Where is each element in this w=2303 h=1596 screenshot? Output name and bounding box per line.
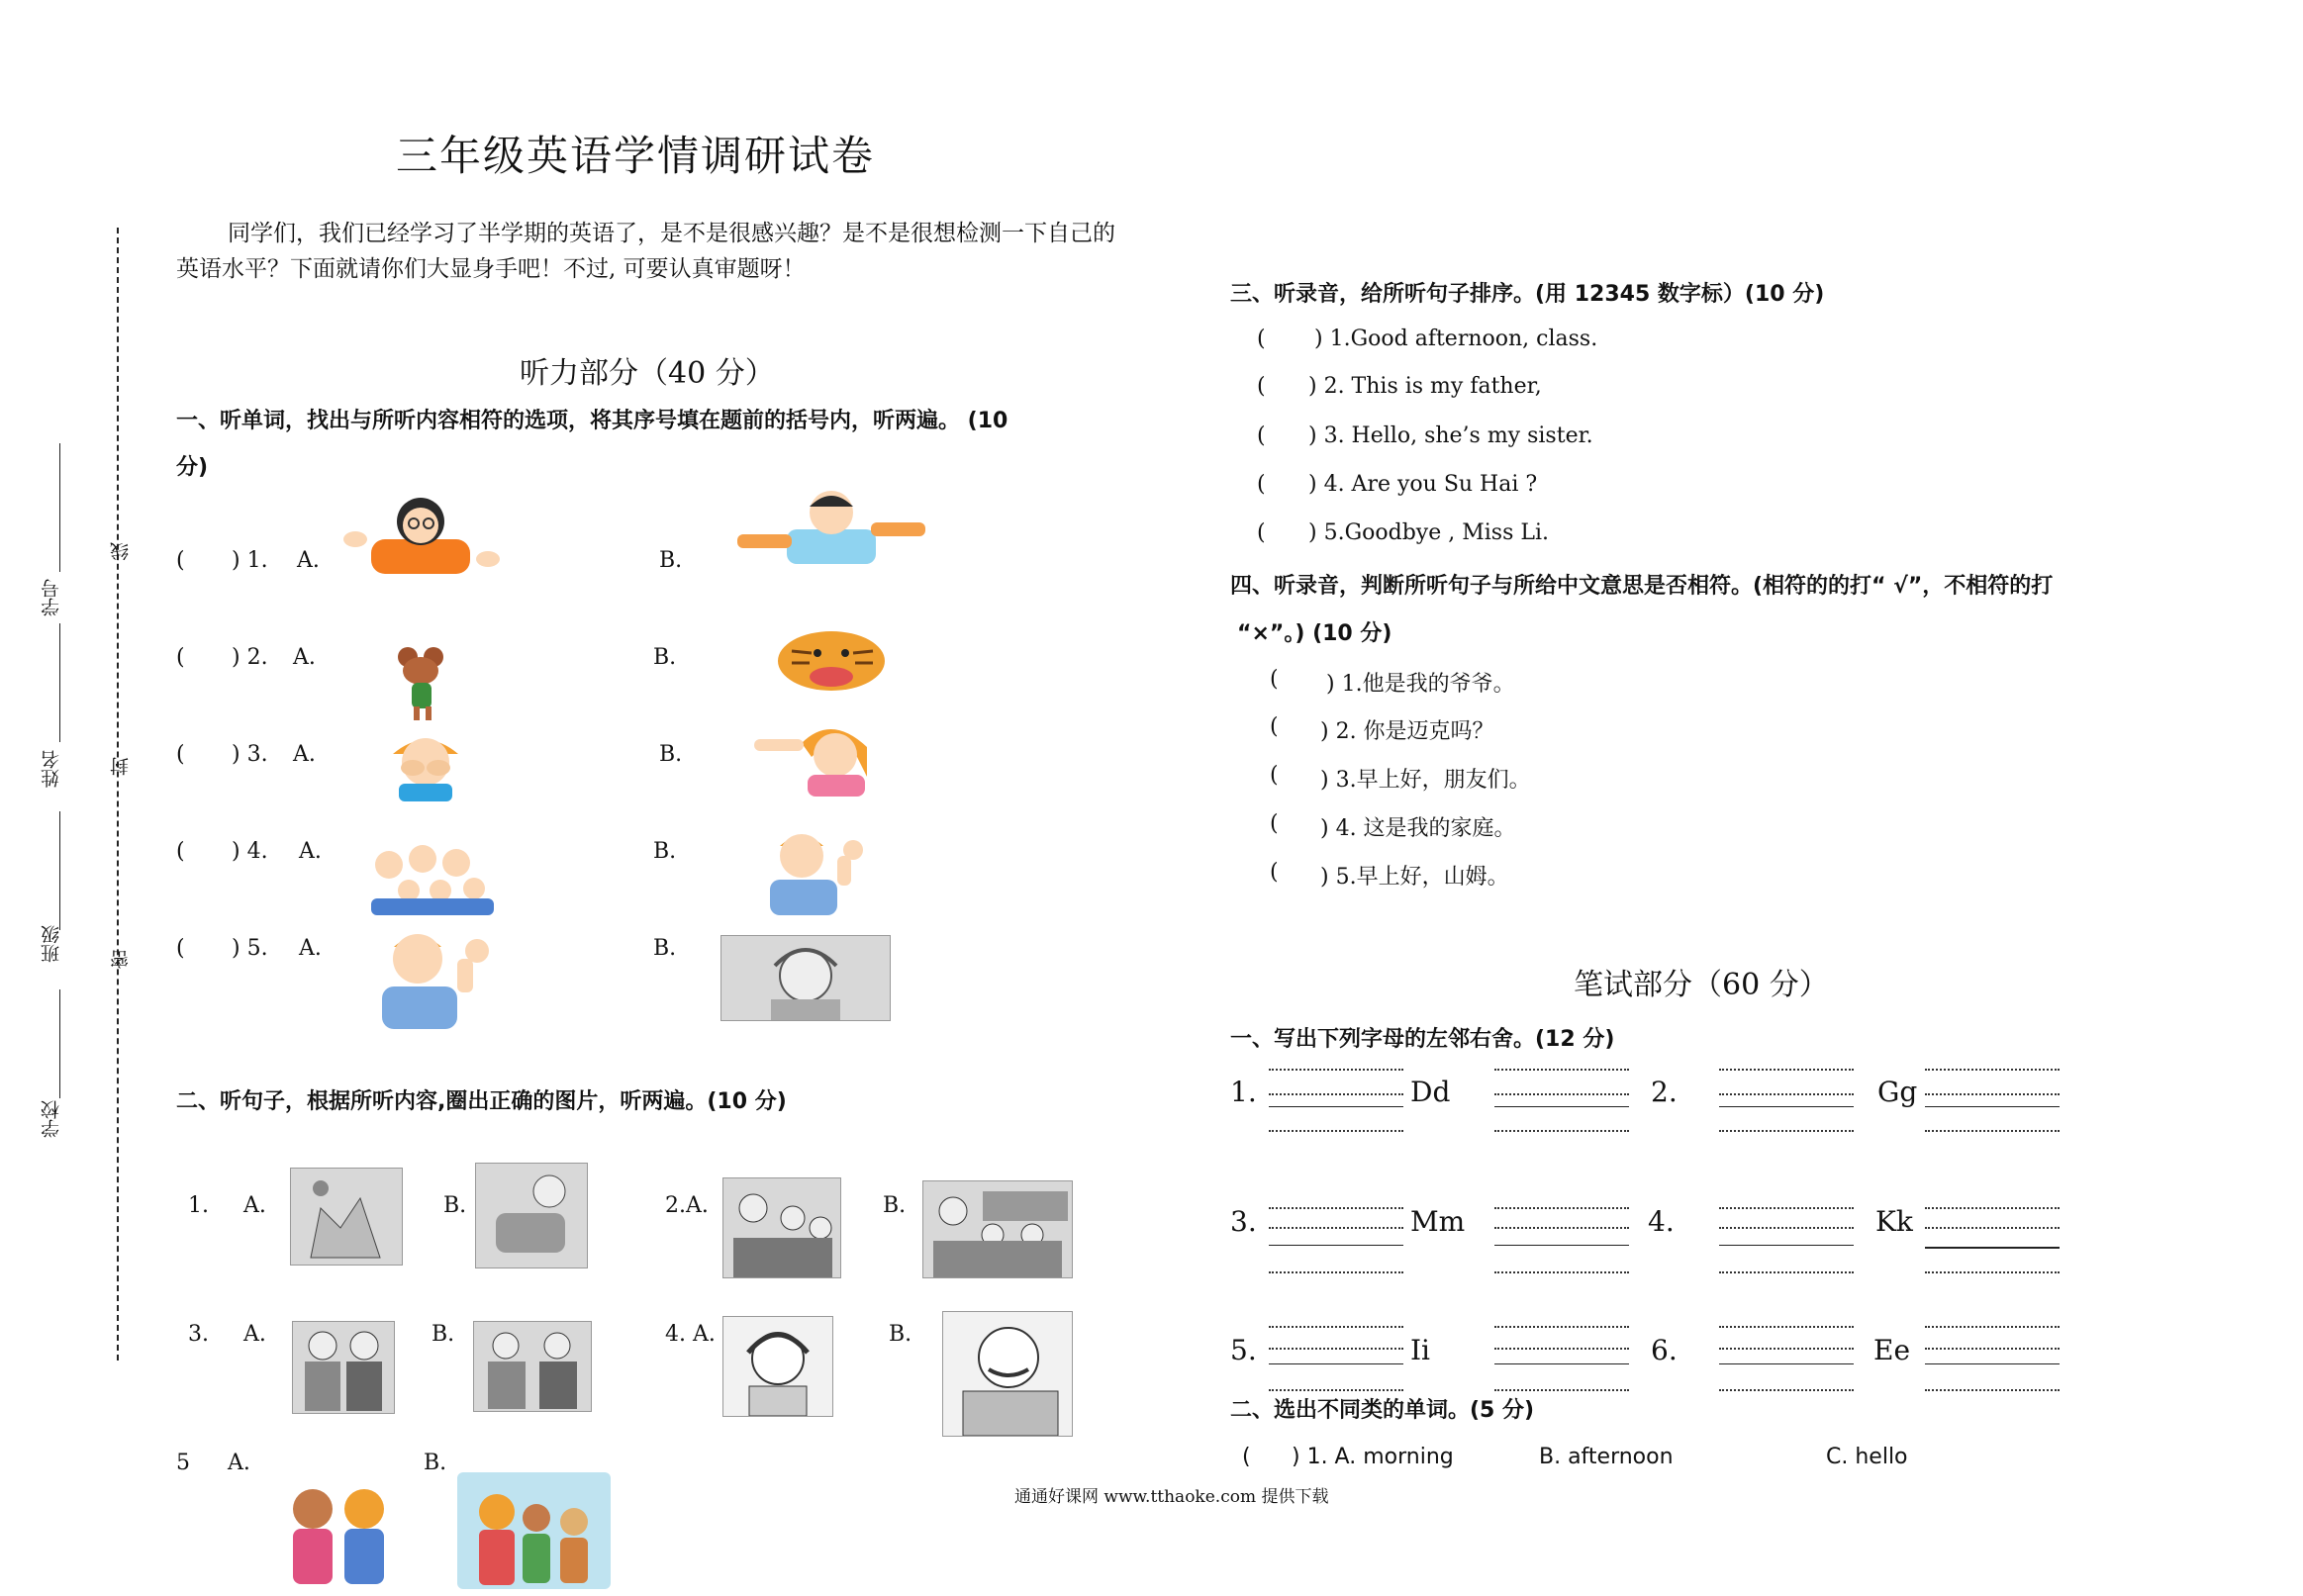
option-a-label: A. [299, 936, 322, 961]
writing-line[interactable] [1925, 1271, 2060, 1273]
letter-q6-letter: Ee [1873, 1334, 1911, 1366]
writing-line[interactable] [1494, 1207, 1629, 1209]
part2-q4-b-picture[interactable] [942, 1311, 1073, 1437]
school-label: 学校 [41, 1100, 62, 1138]
answer-paren[interactable]: ( [1242, 1445, 1251, 1469]
writing-title: 笔试部分（60 分） [1574, 968, 1829, 1002]
writing-line[interactable] [1269, 1130, 1403, 1132]
writing-line[interactable] [1719, 1093, 1854, 1095]
part2-q4-a-picture[interactable] [722, 1316, 833, 1417]
letter-q4-number: 4. [1648, 1205, 1675, 1238]
answer-paren[interactable]: ( [1270, 811, 1279, 836]
student-id-label: 学号 [41, 579, 62, 616]
writing-line[interactable] [1925, 1326, 2060, 1328]
writing-line[interactable] [1925, 1227, 2060, 1229]
writing-line[interactable] [1269, 1227, 1403, 1229]
letter-q6-number: 6. [1651, 1334, 1678, 1366]
answer-paren[interactable]: ( [176, 936, 185, 961]
answer-paren[interactable]: ( [176, 839, 185, 864]
letter-q1-number: 1. [1230, 1076, 1257, 1108]
intro-text: 同学们，我们已经学习了半学期的英语了，是不是很感兴趣？是不是很想检测一下自己的英语水平？下面就请你们大显身手吧！不过, 可要认真审题呀！ [176, 221, 1115, 282]
letter-q3-number: 3. [1230, 1205, 1257, 1238]
writing-line[interactable] [1494, 1348, 1629, 1350]
letter-q2-letter: Gg [1877, 1076, 1918, 1108]
part2-q4-b-label: B. [889, 1322, 912, 1347]
part2-q2-a-picture[interactable] [722, 1177, 841, 1278]
writing-line[interactable] [1269, 1348, 1403, 1350]
part2-q1-a-label: A. [243, 1193, 266, 1218]
sentence-text: ) 1.Good afternoon, class. [1314, 327, 1598, 351]
part2-q2-a-label: 2.A. [665, 1193, 709, 1218]
part2-q5-number: 5 [176, 1451, 190, 1475]
sentence-text: ) 5.早上好，山姆。 [1320, 865, 1509, 890]
writing-baseline [1719, 1363, 1854, 1364]
listening-part4-heading-cont: “×”。) (10 分) [1237, 621, 1392, 646]
part2-q5-a-picture[interactable] [279, 1479, 398, 1586]
man-waving-picture[interactable] [374, 925, 498, 1029]
option-b-label: B. [653, 839, 677, 864]
writing-line[interactable] [1925, 1207, 2060, 1209]
page-title: 三年级英语学情调研试卷 [396, 132, 876, 180]
writing-line[interactable] [1269, 1271, 1403, 1273]
writing-line[interactable] [1269, 1207, 1403, 1209]
letter-q4-letter: Kk [1875, 1205, 1913, 1238]
writing-line[interactable] [1494, 1130, 1629, 1132]
writing-line[interactable] [1269, 1093, 1403, 1095]
option-a-label: A. [299, 839, 322, 864]
writing-baseline [1269, 1363, 1403, 1364]
mouse-picture[interactable] [386, 643, 465, 722]
writing-baseline [1719, 1245, 1854, 1246]
question-number: ) 2. [232, 645, 268, 670]
listening-part1-heading: 一、听单词，找出与所听内容相符的选项，将其序号填在题前的括号内，听两遍。 (10 [176, 409, 1008, 433]
writing-line[interactable] [1494, 1069, 1629, 1071]
option-b-text: B. afternoon [1539, 1445, 1674, 1469]
sentence-text: ) 3.早上好，朋友们。 [1320, 768, 1531, 793]
letter-q2-number: 2. [1651, 1076, 1678, 1108]
answer-paren[interactable]: ( [1257, 374, 1266, 399]
question-number: ) 5. [232, 936, 268, 961]
sentence-text: ) 2. 你是迈克吗？ [1320, 719, 1494, 744]
writing-line[interactable] [1925, 1348, 2060, 1350]
part2-q1-b-label: B. [443, 1193, 467, 1218]
option-c-text: C. hello [1826, 1445, 1908, 1469]
writing-baseline [1269, 1106, 1403, 1107]
writing-line[interactable] [1719, 1130, 1854, 1132]
class-label: 班级 [41, 925, 62, 963]
answer-paren[interactable]: ( [176, 548, 185, 573]
writing-line[interactable] [1719, 1227, 1854, 1229]
question-number: ) 1. [232, 548, 268, 573]
binding-dashed-line [117, 228, 119, 1361]
option-b-label: B. [659, 742, 683, 767]
girl-pointing-picture[interactable] [752, 717, 891, 797]
question-number: ) 3. [232, 742, 268, 767]
writing-line[interactable] [1494, 1227, 1629, 1229]
answer-paren[interactable]: ( [176, 645, 185, 670]
part2-q3-number: 3. [188, 1322, 209, 1347]
letter-q5-number: 5. [1230, 1334, 1257, 1366]
option-a-label: A. [293, 742, 316, 767]
writing-baseline [1925, 1106, 2060, 1107]
writing-part2-heading: 二、选出不同类的单词。(5 分) [1230, 1398, 1535, 1423]
writing-line[interactable] [1719, 1326, 1854, 1328]
class-line[interactable] [59, 811, 60, 930]
part2-q3-b-picture[interactable] [473, 1321, 592, 1412]
writing-baseline [1925, 1363, 2060, 1364]
answer-paren[interactable]: ( [176, 742, 185, 767]
sentence-text: ) 5.Goodbye , Miss Li. [1308, 520, 1549, 545]
part2-q5-b-label: B. [424, 1451, 447, 1475]
sentence-text: ) 2. This is my father, [1308, 374, 1542, 399]
writing-line[interactable] [1269, 1326, 1403, 1328]
sentence-text: ) 1.他是我的爷爷。 [1326, 672, 1515, 697]
answer-paren[interactable]: ( [1270, 860, 1279, 885]
writing-baseline [1494, 1106, 1629, 1107]
answer-paren[interactable]: ( [1257, 472, 1266, 497]
answer-paren[interactable]: ( [1270, 714, 1279, 739]
answer-paren[interactable]: ( [1270, 667, 1279, 692]
part2-q3-a-picture[interactable] [292, 1321, 395, 1414]
writing-baseline [1719, 1106, 1854, 1107]
part2-q1-b-picture[interactable] [475, 1163, 588, 1268]
student-id-line[interactable] [59, 443, 60, 572]
man-waving-picture[interactable] [762, 826, 876, 915]
writing-line[interactable] [1925, 1093, 2060, 1095]
letter-q3-letter: Mm [1410, 1205, 1466, 1238]
part2-q2-b-label: B. [883, 1193, 907, 1218]
boy-waving-picture[interactable] [737, 485, 925, 564]
writing-line[interactable] [1719, 1271, 1854, 1273]
tiger-picture[interactable] [762, 623, 901, 695]
writing-line[interactable] [1925, 1389, 2060, 1391]
binding-label-feng: 封 [110, 757, 132, 776]
writing-line[interactable] [1494, 1389, 1629, 1391]
footer-credit: 通通好课网 www.tthaoke.com 提供下载 [1014, 1487, 1329, 1507]
writing-baseline [1494, 1245, 1629, 1246]
boy-covering-face-picture[interactable] [381, 732, 470, 801]
part2-q5-a-label: A. [228, 1451, 250, 1475]
answer-paren[interactable]: ( [1257, 520, 1266, 545]
sentence-text: ) 4. Are you Su Hai ? [1308, 472, 1538, 497]
name-label: 姓名 [41, 750, 62, 788]
writing-line[interactable] [1925, 1069, 2060, 1071]
option-a-label: A. [297, 548, 320, 573]
option-b-label: B. [659, 548, 683, 573]
writing-line[interactable] [1719, 1207, 1854, 1209]
answer-paren[interactable]: ( [1257, 423, 1266, 448]
part2-q4-a-label: 4. A. [665, 1322, 716, 1347]
writing-line[interactable] [1494, 1271, 1629, 1273]
school-line[interactable] [59, 989, 60, 1098]
option-a-text: ) 1. A. morning [1292, 1445, 1454, 1469]
writing-line[interactable] [1719, 1389, 1854, 1391]
binding-label-mi: 密 [110, 950, 132, 969]
listening-part3-heading: 三、听录音，给所听句子排序。(用 12345 数字标）(10 分) [1230, 282, 1825, 307]
part2-q3-b-label: B. [432, 1322, 455, 1347]
answer-paren[interactable]: ( [1270, 763, 1279, 788]
family-group-picture[interactable] [361, 841, 500, 915]
writing-part1-heading: 一、写出下列字母的左邻右舍。(12 分) [1230, 1027, 1615, 1052]
writing-line[interactable] [1269, 1389, 1403, 1391]
letter-q5-letter: Ii [1410, 1334, 1431, 1366]
option-b-label: B. [653, 645, 677, 670]
writing-line[interactable] [1494, 1093, 1629, 1095]
writing-line[interactable] [1925, 1130, 2060, 1132]
sentence-text: ) 4. 这是我的家庭。 [1320, 816, 1516, 841]
writing-line[interactable] [1494, 1326, 1629, 1328]
writing-baseline [1925, 1247, 2060, 1249]
listening-part1-heading-cont: 分) [176, 455, 209, 480]
part2-q1-a-picture[interactable] [290, 1168, 403, 1266]
listening-title: 听力部分（40 分） [520, 356, 775, 391]
listening-part4-heading: 四、听录音，判断所听句子与所给中文意思是否相符。(相符的的打“ √”，不相符的打 [1230, 574, 2054, 599]
writing-line[interactable] [1269, 1069, 1403, 1071]
writing-baseline [1494, 1363, 1629, 1364]
binding-label-xian: 线 [110, 542, 132, 561]
option-a-label: A. [293, 645, 316, 670]
listening-part2-heading: 二、听句子，根据所听内容,圈出正确的图片，听两遍。(10 分) [176, 1089, 787, 1114]
part2-q1-number: 1. [188, 1193, 209, 1218]
writing-line[interactable] [1719, 1348, 1854, 1350]
sentence-text: ) 3. Hello, she’s my sister. [1308, 423, 1593, 448]
writing-line[interactable] [1719, 1069, 1854, 1071]
writing-baseline [1269, 1245, 1403, 1246]
girl-with-glasses-picture[interactable] [341, 490, 500, 574]
question-number: ) 4. [232, 839, 268, 864]
option-b-label: B. [653, 936, 677, 961]
part2-q5-b-picture[interactable] [457, 1472, 611, 1589]
letter-q1-letter: Dd [1410, 1076, 1451, 1108]
woman-sketch-picture[interactable] [720, 935, 891, 1021]
part2-q2-b-picture[interactable] [922, 1180, 1073, 1278]
part2-q3-a-label: A. [243, 1322, 266, 1347]
name-line[interactable] [59, 623, 60, 742]
answer-paren[interactable]: ( [1257, 327, 1266, 351]
